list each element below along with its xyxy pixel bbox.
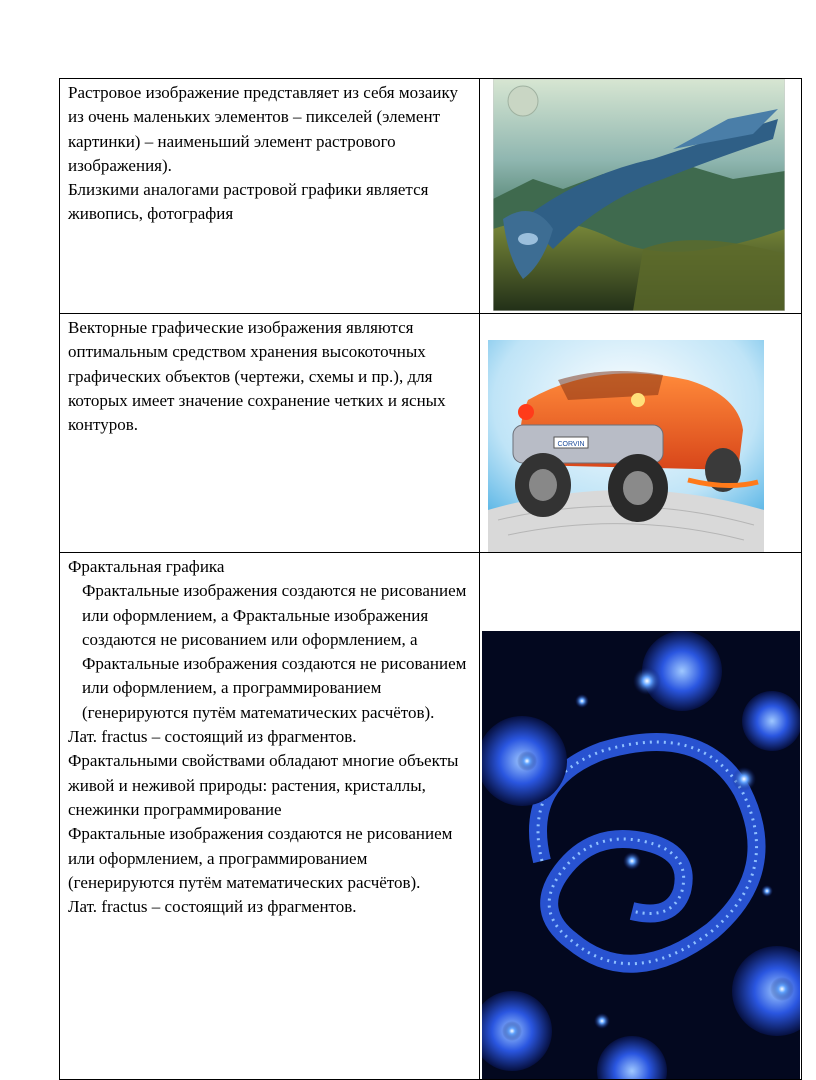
orange-car-image bbox=[488, 340, 764, 552]
fractal-paragraph-2: Лат. fractus – состоящий из фрагментов. bbox=[68, 727, 357, 747]
raster-image-cell bbox=[480, 79, 802, 314]
license-plate-text: CORVIN bbox=[557, 441, 585, 448]
vector-text-cell bbox=[60, 314, 480, 553]
dragon-landscape-image bbox=[493, 79, 785, 311]
blue-fractal-image bbox=[482, 631, 800, 1079]
fractal-image-cell bbox=[480, 553, 802, 1080]
fractal-spacer bbox=[480, 553, 801, 631]
raster-paragraph-2: Близкими аналогами растровой графики является живопись, фотография bbox=[68, 180, 429, 224]
content-table bbox=[59, 78, 802, 1080]
fractal-paragraph-1: Фрактальные изображения создаются не рисованием или оформлением, а Фрактальные изображения создаются не рисованием или оформлением, а Фрактальные изображения создаются не рисованием или оформлением, а программированием (генерируются путём математических расчётов). bbox=[82, 581, 467, 722]
vector-image-cell bbox=[480, 314, 802, 553]
table-row bbox=[60, 314, 802, 553]
fractal-title: Фрактальная графика bbox=[68, 557, 225, 576]
raster-text-cell bbox=[60, 79, 480, 314]
raster-paragraph-1: Растровое изображение представляет из себя мозаику из очень маленьких элементов – пикселей (элемент картинки) – наименьший элемент растрового изображения). bbox=[68, 83, 458, 175]
fractal-paragraph-5: Лат. fractus – состоящий из фрагментов. bbox=[68, 897, 357, 917]
table-row bbox=[60, 79, 802, 314]
fractal-text-cell bbox=[60, 553, 480, 1080]
vector-paragraph-1: Векторные графические изображения являются оптимальным средством хранения высокоточных графических объектов (чертежи, схемы и пр.), для которых имеет значение сохранение четких и ясных контуров. bbox=[68, 318, 446, 435]
fractal-paragraph-3: Фрактальными свойствами обладают многие объекты живой и неживой природы: растения, кристаллы, снежинки программирование bbox=[68, 751, 459, 819]
fractal-paragraph-4: Фрактальные изображения создаются не рисованием или оформлением, а программированием (генерируются путём математических расчётов). bbox=[68, 824, 453, 892]
table-row bbox=[60, 553, 802, 1080]
